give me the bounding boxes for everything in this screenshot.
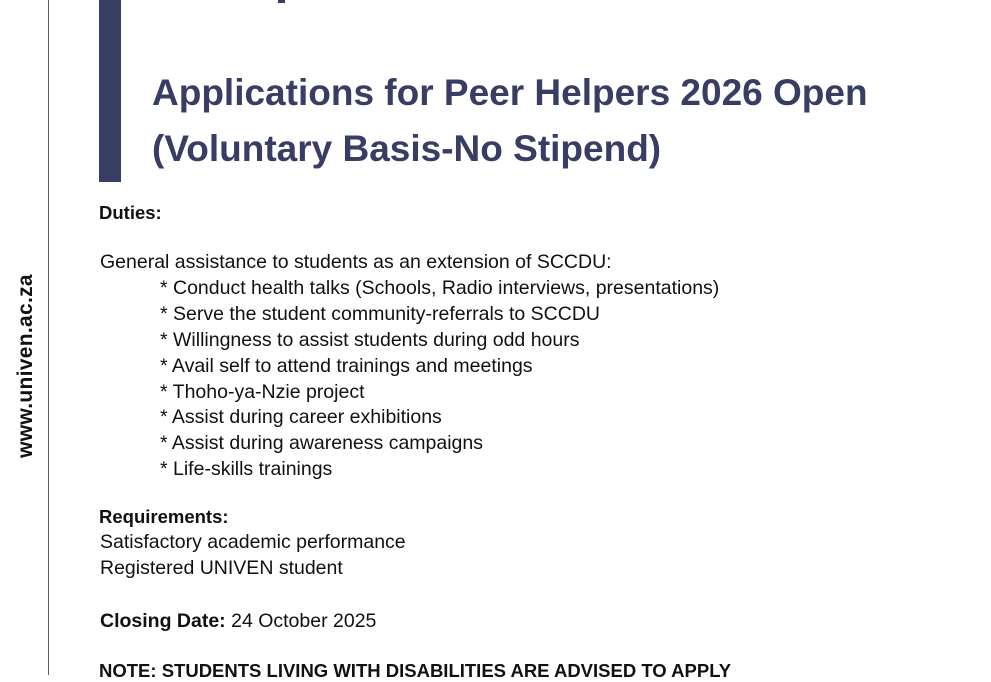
duties-label: Duties: bbox=[99, 202, 162, 223]
requirement-item: Registered UNIVEN student bbox=[100, 557, 343, 579]
duty-item: * Avail self to attend trainings and meetings bbox=[160, 354, 533, 377]
duties-list bbox=[160, 276, 719, 483]
duty-item: * Assist during career exhibitions bbox=[160, 406, 442, 429]
duties-intro: General assistance to students as an extension of SCCDU: bbox=[100, 251, 612, 273]
disability-note: NOTE: STUDENTS LIVING WITH DISABILITIES ARE ADVISED TO APPLY bbox=[99, 660, 732, 681]
title-accent-bar bbox=[99, 0, 121, 182]
website-url: www.univen.ac.za bbox=[14, 274, 37, 458]
title-line-2: (Voluntary Basis-No Stipend) bbox=[152, 128, 662, 169]
duty-item: * Serve the student community-referrals to SCCDU bbox=[160, 302, 600, 325]
requirement-item: Satisfactory academic performance bbox=[100, 531, 406, 553]
closing-date-label: Closing Date: bbox=[100, 610, 226, 632]
duty-item: * Thoho-ya-Nzie project bbox=[160, 380, 365, 403]
clipped-heading-fragment bbox=[278, 0, 285, 3]
closing-date bbox=[100, 610, 376, 633]
requirements-label: Requirements: bbox=[99, 506, 229, 527]
duty-item: * Assist during awareness campaigns bbox=[160, 432, 483, 455]
duty-item: * Willingness to assist students during odd hours bbox=[160, 328, 580, 351]
duty-item: * Conduct health talks (Schools, Radio interviews, presentations) bbox=[160, 277, 720, 299]
left-margin-rule bbox=[48, 0, 49, 675]
duty-item: * Life-skills trainings bbox=[160, 458, 333, 481]
page-title bbox=[152, 65, 868, 177]
closing-date-value: 24 October 2025 bbox=[231, 610, 377, 632]
title-line-1: Applications for Peer Helpers 2026 Open bbox=[152, 72, 868, 113]
